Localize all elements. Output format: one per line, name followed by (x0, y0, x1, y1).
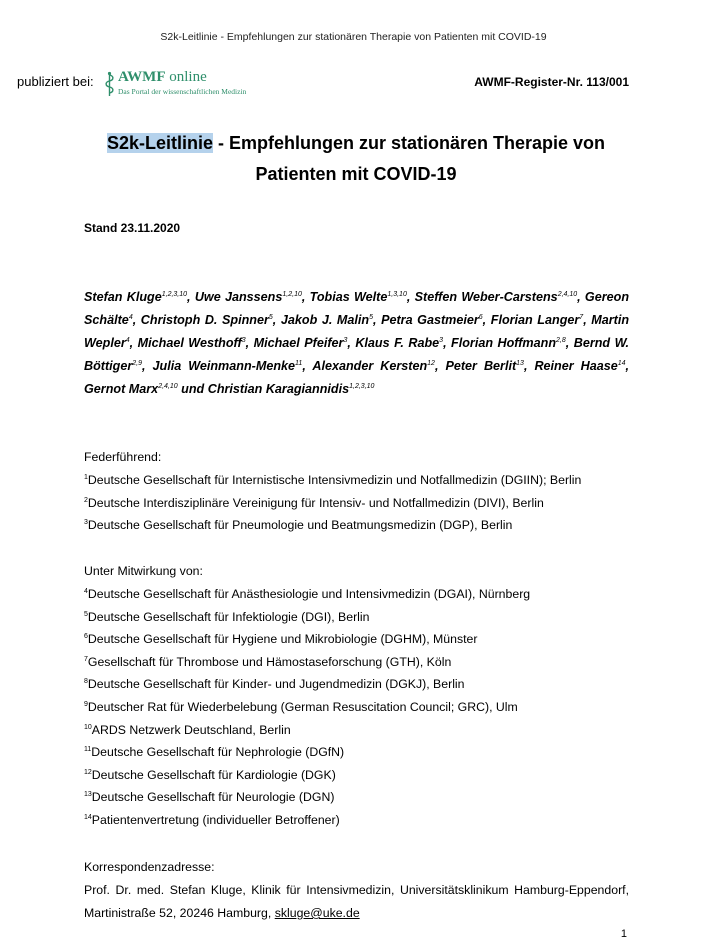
organization-item (84, 673, 644, 696)
contact-text: Prof. Dr. med. Stefan Kluge, Klinik für Intensivmedizin, Universitätsklinikum Hamburg-Eppendorf, Martinistraße 52, 20246 Hamburg, (84, 883, 629, 920)
organization-name: Deutsche Gesellschaft für Pneumologie und Beatmungsmedizin (DGP), Berlin (87, 518, 513, 533)
organization-item (84, 492, 644, 515)
author-name: Jakob J. Malin (280, 313, 370, 327)
logo-name: AWMF online (118, 69, 207, 85)
organization-name: Deutsche Gesellschaft für Internistische Intensivmedizin und Notfallmedizin (DGIIN); Berlin (87, 473, 582, 487)
author-affiliation: 4 (125, 337, 130, 344)
affiliation-number: 7 (84, 655, 88, 663)
organization-item (84, 606, 644, 629)
affiliation-number: 9 (84, 700, 88, 708)
author-name: Klaus F. Rabe (355, 336, 440, 350)
affiliation-number: 8 (84, 678, 88, 686)
author-affiliation: 2,4,10 (557, 291, 578, 298)
organization-name: Deutsche Gesellschaft für Infektiologie (DGI), Berlin (87, 609, 370, 624)
organization-item (84, 719, 644, 742)
awmf-logo[interactable] (103, 70, 273, 100)
author-affiliation: 1,3,10 (387, 291, 407, 298)
organization-item (84, 514, 644, 537)
affiliation-number: 10 (84, 723, 92, 731)
author-affiliation: 1,2,3,10 (161, 291, 188, 298)
author-affiliation: 3 (343, 337, 348, 344)
author-name: Christian Karagiannidis (207, 382, 350, 396)
organization-name: Deutscher Rat für Wiederbelebung (German Resuscitation Council; GRC), Ulm (87, 699, 518, 714)
contact-heading: Korrespondenzadresse: (84, 860, 215, 874)
lead-heading: Federführend: (84, 450, 162, 464)
author-name: Florian Langer (490, 313, 580, 327)
affiliation-number: 12 (84, 768, 92, 776)
author-name: Martin Wepler (84, 313, 630, 350)
author-name: Michael Pfeifer (253, 336, 344, 350)
title-highlight: S2k-Leitlinie (106, 133, 213, 153)
organization-name: Deutsche Gesellschaft für Nephrologie (DGfN) (91, 745, 345, 760)
title-line2: Patienten mit COVID-19 (255, 164, 457, 184)
publication-row (17, 70, 629, 100)
title-line1: - Empfehlungen zur stationären Therapie von (212, 133, 606, 153)
organization-name: Deutsche Gesellschaft für Kardiologie (DGK) (91, 767, 336, 782)
organization-item (84, 764, 644, 787)
contact-body (84, 879, 629, 925)
lead-organizations (84, 446, 644, 537)
organization-name: Deutsche Interdisziplinäre Vereinigung für Intensiv- und Notfallmedizin (DIVI), Berlin (87, 495, 544, 510)
author-affiliation: 11 (295, 360, 303, 367)
author-name: Michael Westhoff (137, 336, 242, 350)
author-name: Steffen Weber-Carstens (414, 290, 558, 304)
stand-date: Stand 23.11.2020 (84, 221, 181, 235)
author-affiliation: 3 (439, 337, 444, 344)
author-affiliation: 6 (478, 314, 483, 321)
author-affiliation: 3 (241, 337, 246, 344)
document-title (60, 128, 652, 190)
author-name: Uwe Janssens (194, 290, 283, 304)
author-affiliation: 4 (128, 314, 133, 321)
author-affiliation: 7 (579, 314, 584, 321)
contact-email-link[interactable]: skluge@uke.de (274, 906, 360, 920)
author-name: Alexander Kersten (312, 359, 428, 373)
published-label: publiziert bei: (17, 74, 94, 89)
author-affiliation: 2,9 (132, 360, 143, 367)
affiliation-number: 1 (84, 474, 88, 481)
author-name: Gereon Schälte (84, 290, 630, 327)
affiliation-number: 13 (84, 791, 92, 799)
organization-name: Gesellschaft für Thrombose und Hämostaseforschung (GTH), Köln (87, 654, 452, 669)
organization-name: Deutsche Gesellschaft für Anästhesiologie und Intensivmedizin (DGAI), Nürnberg (87, 587, 531, 601)
correspondence-address (84, 856, 629, 925)
organization-item (84, 786, 644, 809)
contrib-heading: Unter Mitwirkung von: (84, 564, 203, 578)
staff-of-asclepius-icon (103, 71, 116, 97)
author-affiliation: 1,2,3,10 (349, 383, 375, 390)
author-affiliation: 13 (516, 360, 524, 367)
author-affiliation: 12 (427, 360, 435, 367)
register-number: AWMF-Register-Nr. 113/001 (474, 75, 629, 89)
organization-item (84, 651, 644, 674)
affiliation-number: 2 (84, 496, 88, 504)
author-name: Bernd W. Böttiger (84, 336, 630, 373)
author-name: Florian Hoffmann (451, 336, 557, 350)
affiliation-number: 4 (84, 588, 88, 595)
author-affiliation: 1,2,10 (282, 291, 302, 298)
affiliation-number: 5 (84, 610, 88, 618)
author-name: Peter Berlit (445, 359, 517, 373)
organization-name: ARDS Netzwerk Deutschland, Berlin (91, 722, 291, 737)
author-name: Reiner Haase (534, 359, 618, 373)
author-name: Stefan Kluge (84, 290, 162, 304)
author-affiliation: 2,8 (556, 337, 566, 344)
organization-item (84, 696, 644, 719)
author-affiliation: 14 (617, 360, 626, 367)
organization-name: Patientenvertretung (individueller Betroffener) (91, 812, 340, 827)
organization-item (84, 469, 644, 492)
page-number: 1 (620, 928, 627, 940)
author-name: Christoph D. Spinner (140, 313, 269, 327)
author-name: Petra Gastmeier (381, 313, 479, 327)
organization-item (84, 741, 644, 764)
organization-name: Deutsche Gesellschaft für Hygiene und Mikrobiologie (DGHM), Münster (87, 632, 478, 647)
running-header: S2k-Leitlinie - Empfehlungen zur stationären Therapie von Patienten mit COVID-19 (160, 31, 547, 43)
organization-item (84, 628, 644, 651)
author-name: Julia Weinmann-Menke (152, 359, 296, 373)
author-name: Gernot Marx (84, 382, 159, 396)
author-affiliation: 5 (268, 314, 273, 321)
author-affiliation: 2,4,10 (158, 383, 178, 390)
organization-name: Deutsche Gesellschaft für Neurologie (DGN) (91, 790, 335, 805)
contributing-organizations (84, 560, 644, 832)
organization-item (84, 583, 644, 606)
organization-name: Deutsche Gesellschaft für Kinder- und Jugendmedizin (DGKJ), Berlin (87, 677, 465, 692)
author-name: Tobias Welte (309, 290, 388, 304)
affiliation-number: 6 (84, 633, 88, 641)
logo-tagline: Das Portal der wissenschaftlichen Medizin (118, 87, 247, 96)
affiliation-number: 3 (84, 519, 88, 527)
organization-item (84, 809, 644, 832)
author-affiliation: 5 (369, 314, 373, 321)
affiliation-number: 11 (84, 746, 92, 754)
author-list: Stefan Kluge$^{1,2,3,10}$, Uwe Janssens$^{1,2,10}$, Tobias Welte$^{1,3,10}$, Steffen Weber-Carstens$^{2,4,10}$, Gereon Schälte$^4$, Christoph D. Spinner$^5$, Jakob J. Malin$^5$, Petra Gastmeier$^6$, Florian Langer$^7$, Martin Wepler$^4$, Michael Westhoff$^3$, Michael Pfeifer$^3$, Klaus F. Rabe$^3$, Florian Hoffmann$^{2,8}$, Bernd W. Böttiger$^{2,9}$, Julia Weinmann-Menke$^{11}$, Alexander Kersten$^{12}$, Peter Berlit$^{13}$, Reiner Haase$^{14}$, Gernot Marx$^{2,4,10}$ und Christian Karagiannidis$^{1,2,3,10}$ (84, 290, 630, 396)
affiliation-number: 14 (84, 813, 92, 821)
